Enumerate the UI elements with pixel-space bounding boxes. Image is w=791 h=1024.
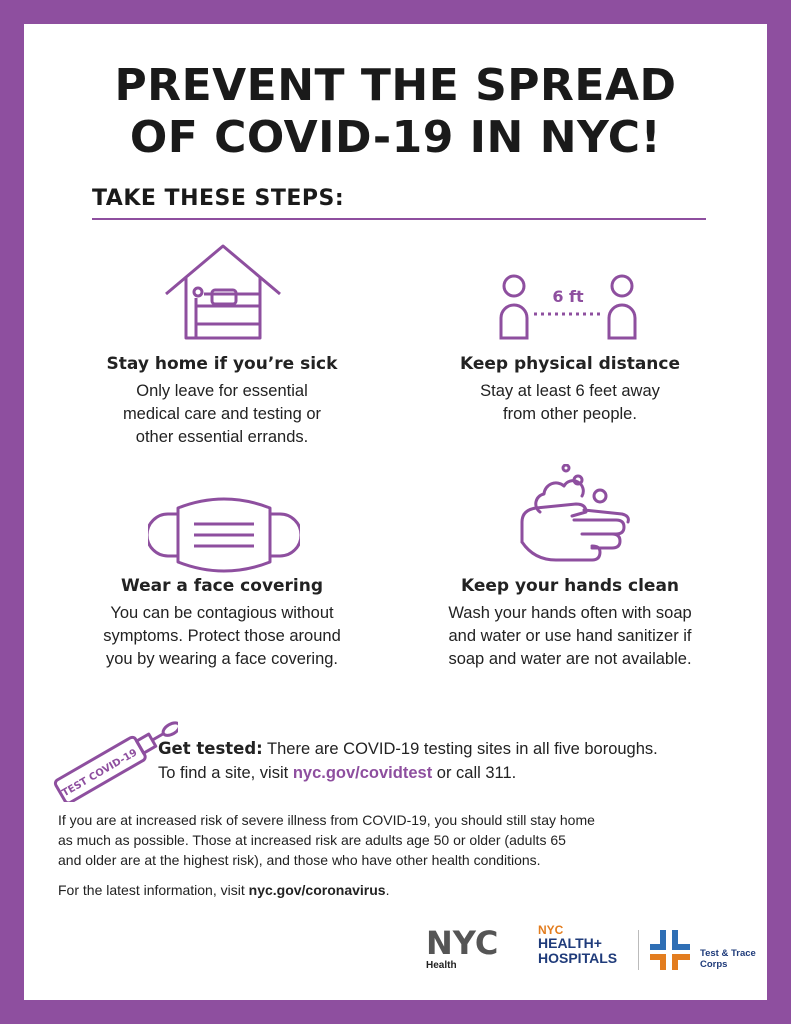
svg-text:NYC: NYC [426, 926, 499, 962]
step-text: You can be contagious without symptoms. Protect those around you by wearing a face covering. [103, 604, 341, 668]
covidtest-link[interactable]: nyc.gov/covidtest [292, 764, 433, 782]
step-text: Wash your hands often with soap and water or use hand sanitizer if soap and water are not available. [448, 604, 692, 668]
latest-info: For the latest information, visit nyc.gov/coronavirus. [58, 882, 390, 898]
logo-divider [638, 930, 639, 970]
house-bed-icon [164, 242, 282, 342]
step-text: Stay at least 6 feet away from other people. [480, 382, 660, 423]
test-trace-text: Test & Trace Corps [700, 948, 756, 970]
step-physical-distance [420, 354, 720, 426]
steps-subtitle: TAKE THESE STEPS: [92, 186, 345, 211]
get-tested-lead: Get tested: [158, 739, 263, 758]
svg-text:Health: Health [426, 960, 457, 970]
nyc-health-logo [426, 926, 522, 975]
step-text: Only leave for essential medical care and testing or other essential errands. [122, 382, 322, 446]
face-mask-icon [148, 492, 300, 578]
physical-distance-icon [498, 274, 638, 340]
page-title: PREVENT THE SPREAD OF COVID-19 IN NYC! [114, 60, 677, 163]
step-heading: Stay home if you’re sick [106, 354, 338, 374]
step-hands-clean [420, 576, 720, 671]
health-hospitals-logo: NYC HEALTH+ HOSPITALS [538, 923, 618, 966]
coronavirus-link[interactable]: nyc.gov/coronavirus [248, 882, 386, 898]
distance-label: 6 ft [552, 287, 584, 306]
test-trace-logo [648, 928, 696, 977]
step-heading: Wear a face covering [120, 576, 324, 596]
risk-notice: If you are at increased risk of severe illness from COVID-19, you should still stay home as much as possible. Those at increased risk are adults age 50 or older (adults 65 and older are at the highest risk), and those who have other health conditions. [58, 812, 595, 868]
step-heading: Keep physical distance [459, 354, 681, 374]
hand-wash-icon [514, 464, 634, 564]
get-tested-text: Get tested: There are COVID-19 testing sites in all five boroughs. To find a site, visit nyc.gov/covidtest or call 311. [158, 739, 658, 782]
step-stay-home [72, 354, 372, 449]
subtitle-divider [92, 218, 706, 220]
poster [24, 24, 767, 1000]
test-icon-label: TEST COVID-19 [60, 747, 140, 800]
step-heading: Keep your hands clean [460, 576, 680, 596]
step-face-covering [72, 576, 372, 671]
test-trace-mark-icon [648, 928, 696, 972]
